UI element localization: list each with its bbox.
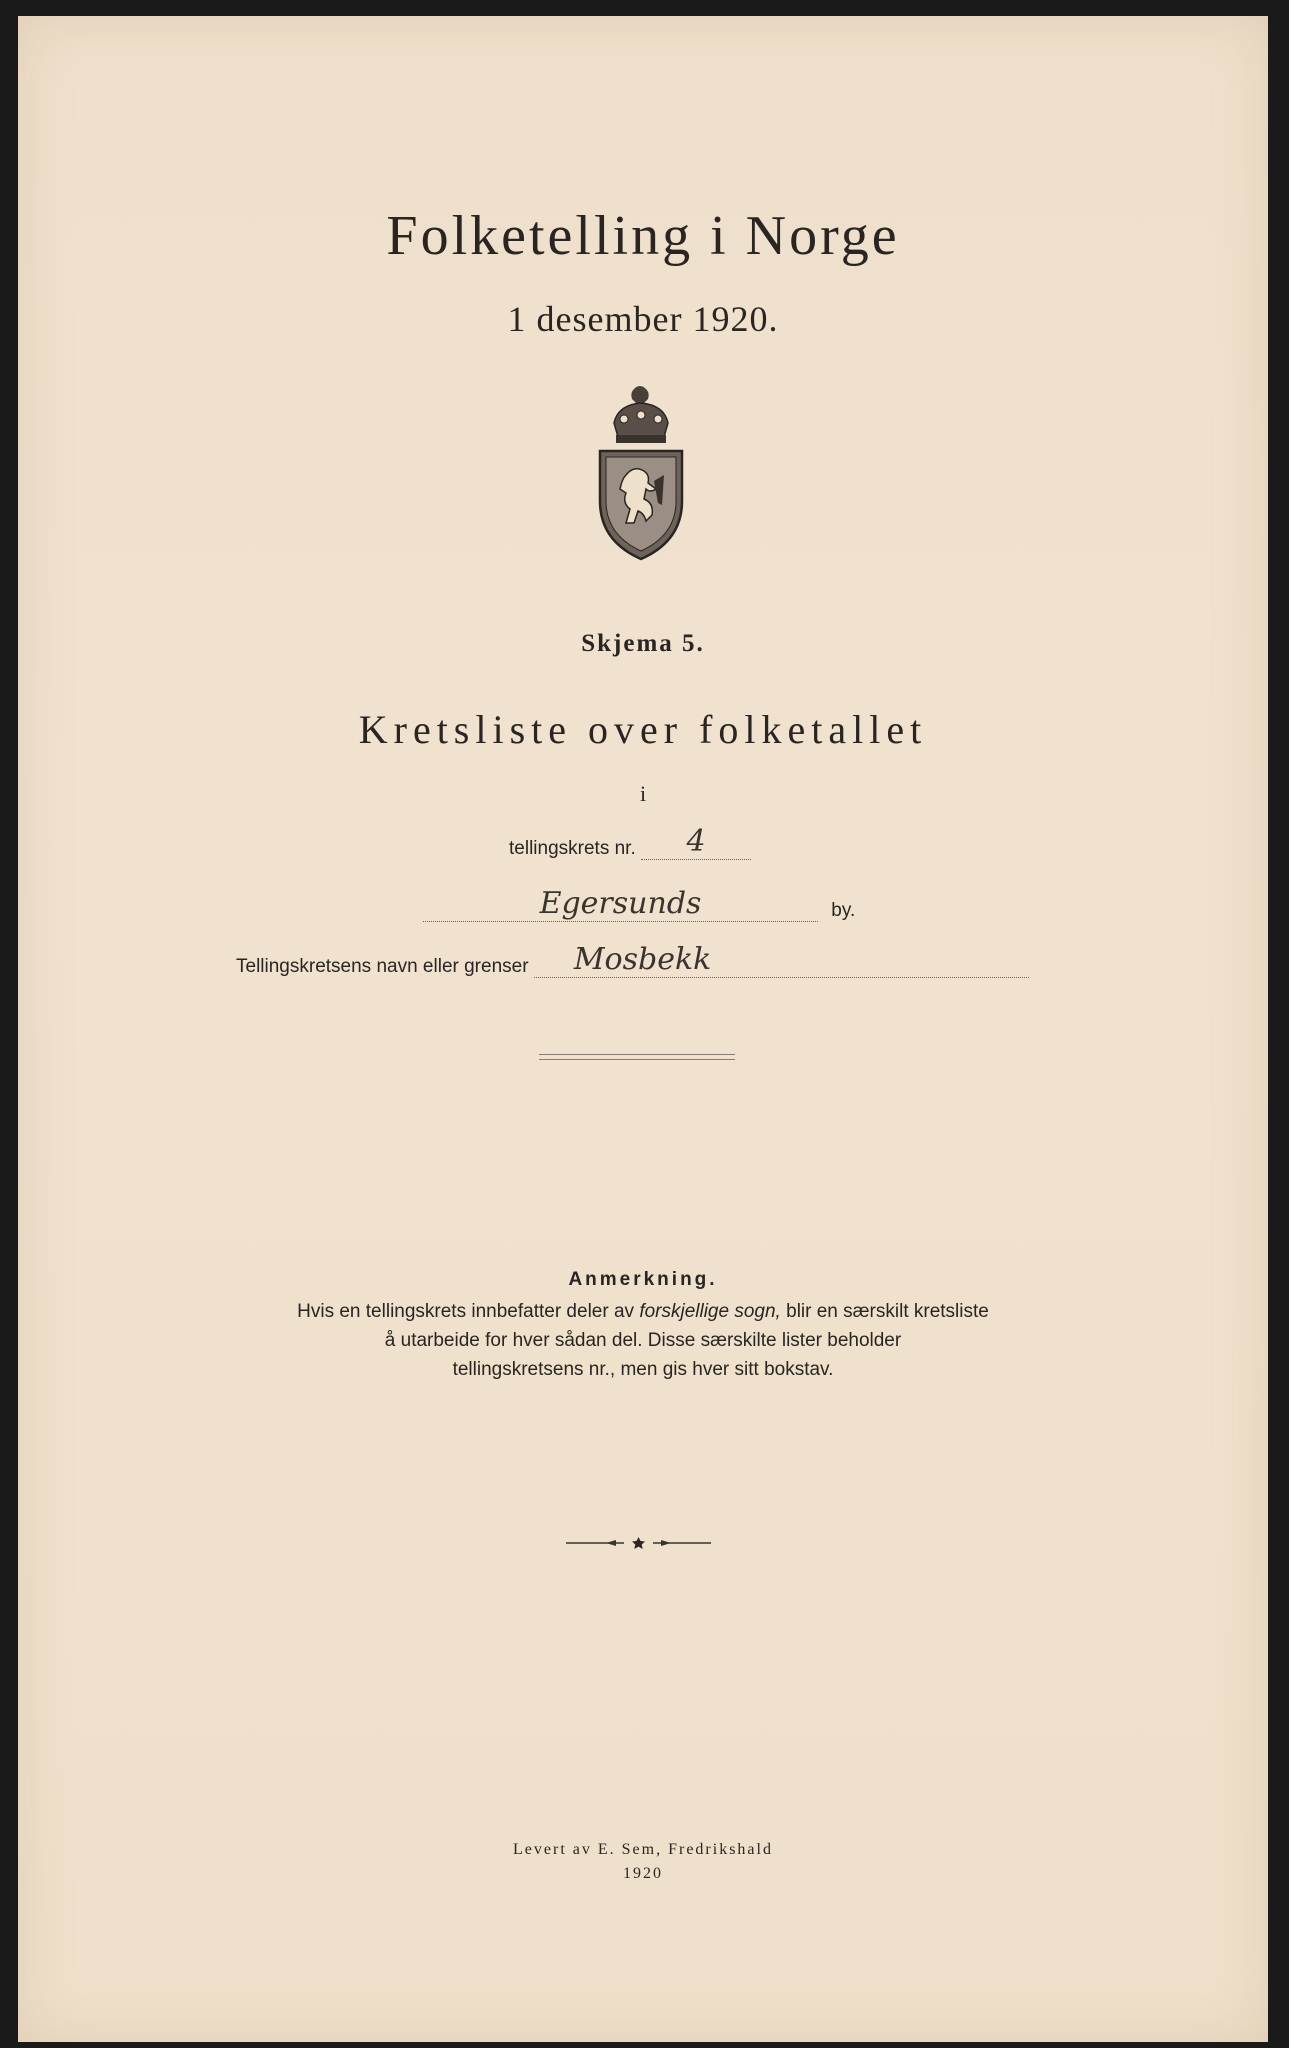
city-value: Egersunds (539, 886, 702, 921)
city-line (423, 886, 818, 922)
remark-line-1: Hvis en tellingskrets innbefatter deler av forskjellige sogn, blir en særskilt kretsliste (297, 1301, 989, 1322)
norwegian-coat-of-arms-icon (596, 383, 686, 561)
tellingskrets-nr-line (641, 824, 751, 860)
tellingskrets-nr-label: tellingskrets nr. (509, 838, 636, 859)
census-form-page (18, 16, 1268, 2042)
preposition-i: i (639, 781, 647, 806)
form-heading: Kretsliste over folketallet (358, 707, 928, 752)
remark-line-3: tellingskretsens nr., men gis hver sitt bokstav. (452, 1359, 834, 1380)
krets-navn-field[interactable] (236, 942, 1029, 978)
printer-imprint (18, 1838, 1268, 1886)
krets-navn-label: Tellingskretsens navn eller grenser (236, 956, 529, 977)
krets-navn-line (534, 942, 1029, 978)
separator-rule (539, 1054, 735, 1060)
remark-title: Anmerkning. (568, 1269, 718, 1290)
city-suffix: by. (831, 900, 856, 921)
krets-navn-value: Mosbekk (573, 942, 712, 977)
remark-line-2: å utarbeide for hver sådan del. Disse særskilte lister beholder (384, 1330, 902, 1351)
schema-number: Skjema 5. (581, 630, 705, 657)
ornament-divider-icon (566, 1536, 711, 1550)
city-field[interactable] (423, 886, 855, 922)
printer-line-1: Levert av E. Sem, Fredrikshald (513, 1841, 773, 1858)
remark-text (18, 1297, 1268, 1384)
tellingskrets-nr-value: 4 (686, 824, 706, 859)
printer-year: 1920 (623, 1865, 663, 1882)
census-date: 1 desember 1920. (507, 299, 779, 339)
tellingskrets-nr-field[interactable] (509, 824, 751, 860)
page-title: Folketelling i Norge (386, 205, 900, 267)
